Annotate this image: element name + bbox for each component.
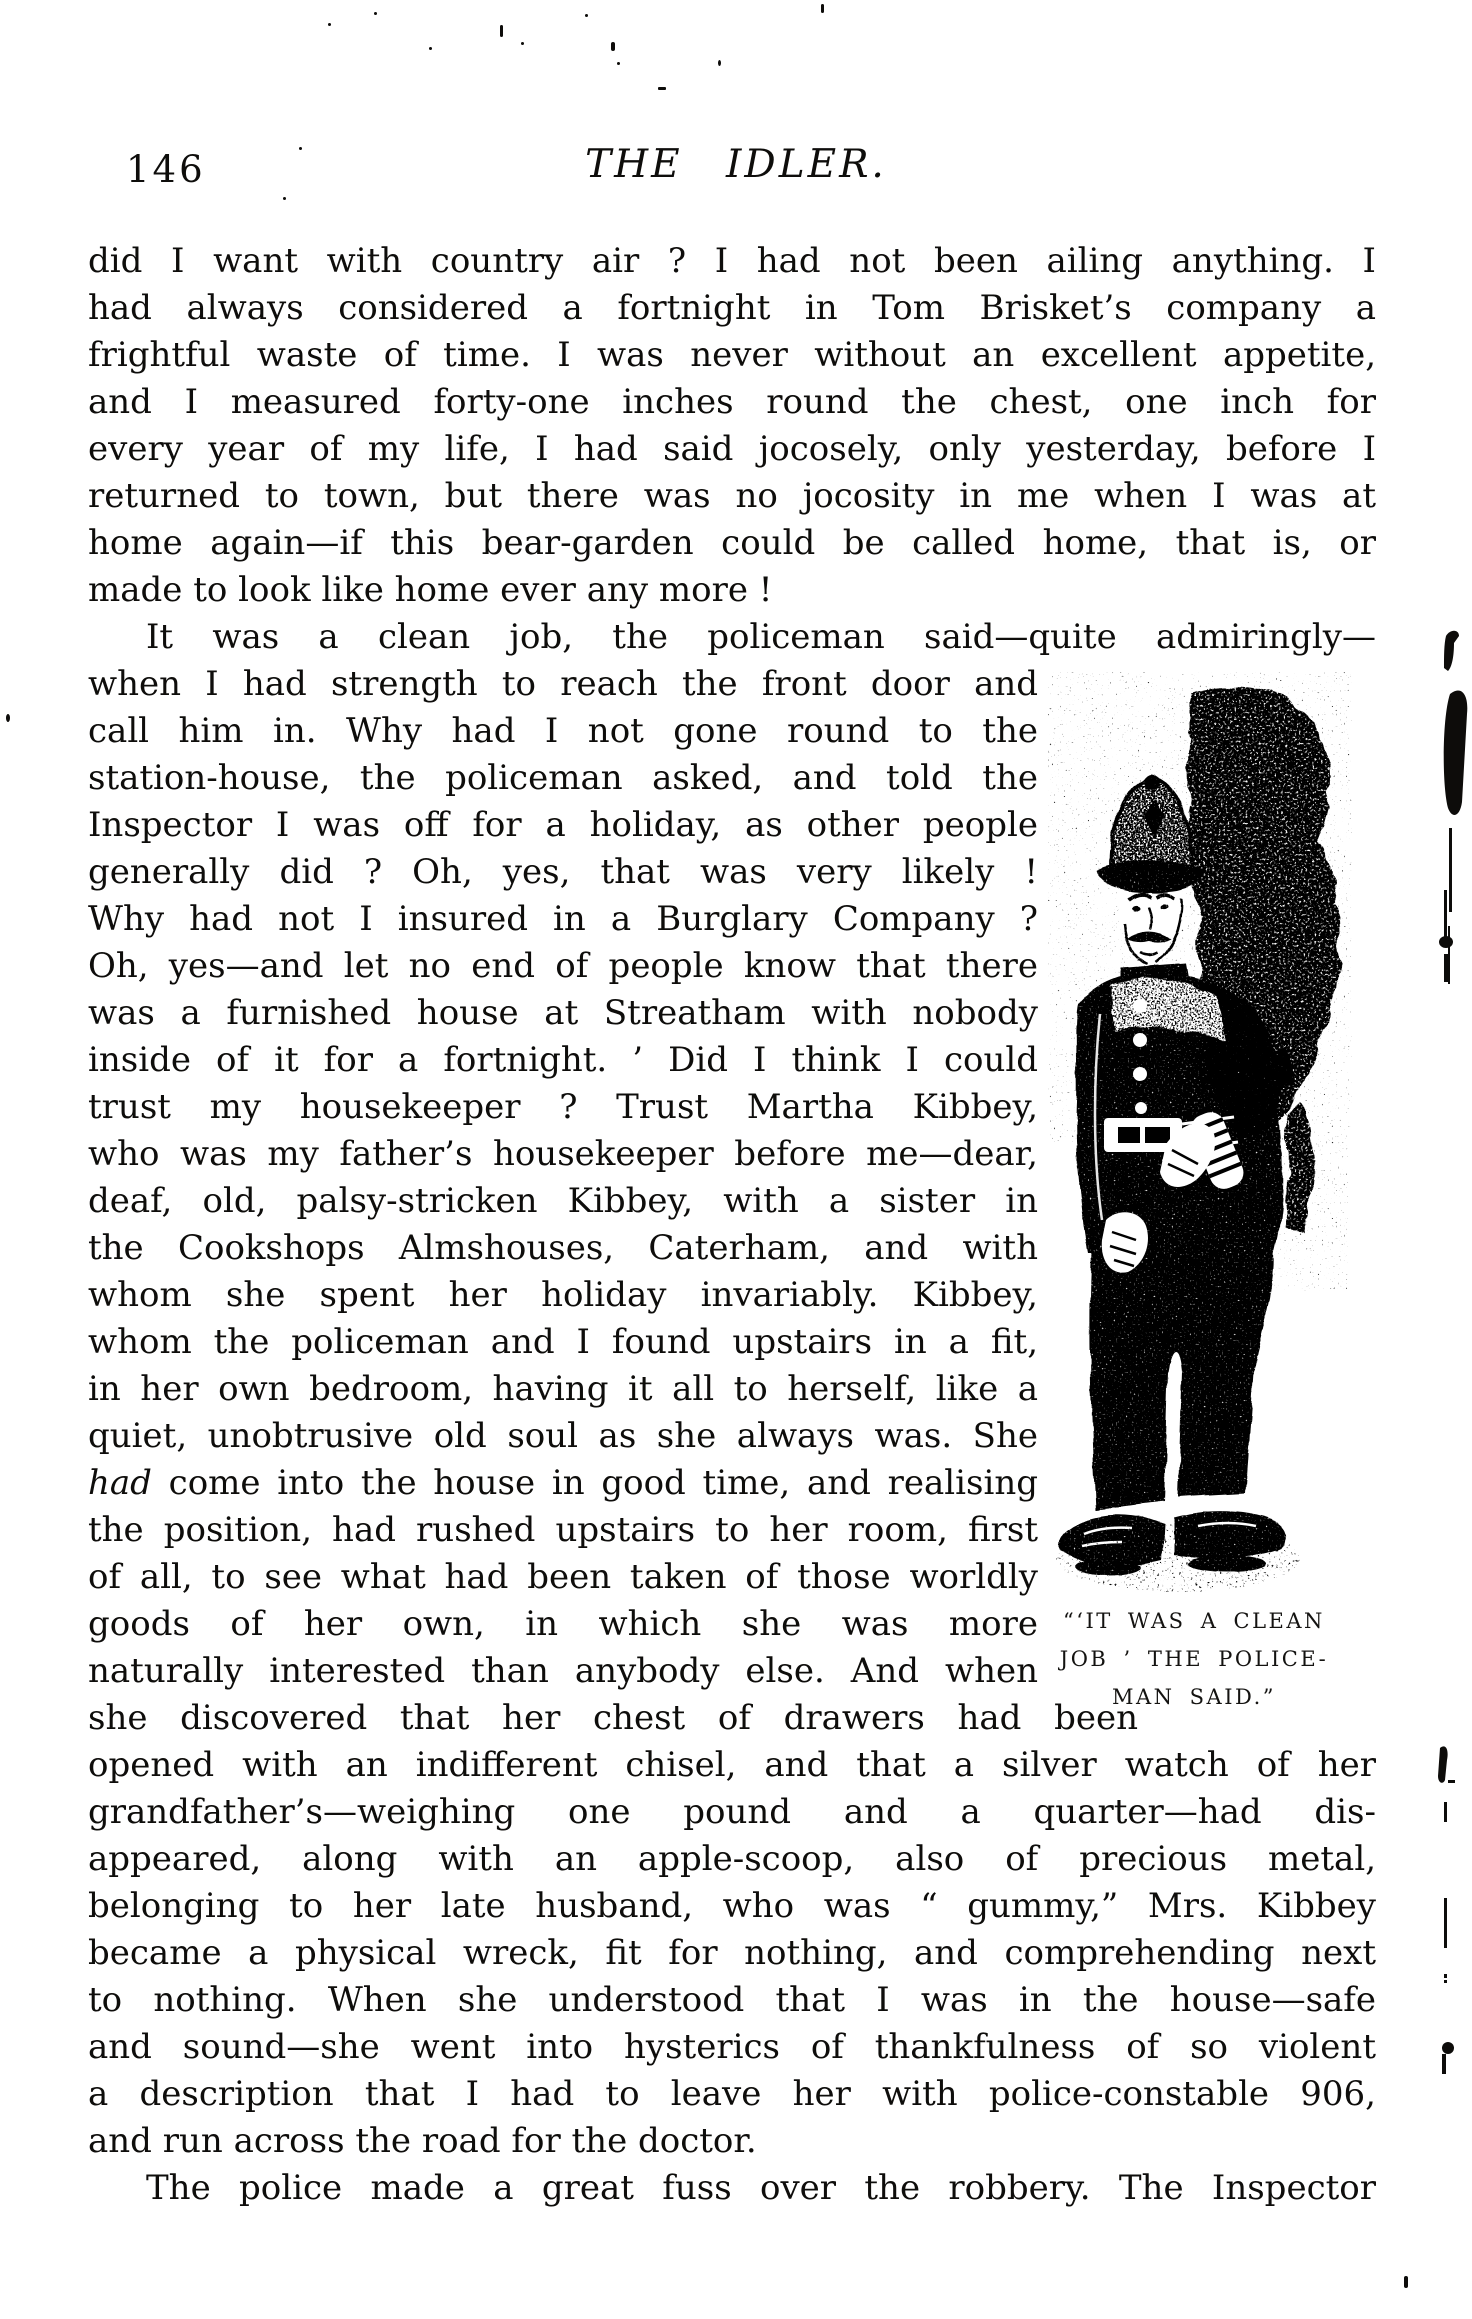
journal-title: THE IDLER. — [585, 142, 887, 187]
ink-speck — [429, 47, 432, 50]
text-line: to nothing. When she understood that I was in the house—safe — [88, 1980, 1376, 2020]
text-line: Why had not I insured in a Burglary Company ? — [88, 899, 1038, 939]
text-line: every year of my life, I had said jocosely, only yesterday, before I — [88, 429, 1376, 469]
ink-speck — [1404, 2276, 1408, 2288]
text-line: and run across the road for the doctor. — [88, 2121, 757, 2161]
illustration-caption — [1044, 1602, 1344, 1716]
text-line: Inspector I was off for a holiday, as other people — [88, 805, 1038, 845]
text-line: call him in. Why had I not gone round to the — [88, 711, 1038, 751]
text-line: The police made a great fuss over the robbery. The Inspector — [146, 2168, 1376, 2208]
text-line: naturally interested than anybody else. And when — [88, 1651, 1038, 1691]
italic-word: had — [88, 1463, 152, 1503]
ink-speck — [821, 4, 824, 13]
text-line: deaf, old, palsy-stricken Kibbey, with a sister in — [88, 1181, 1038, 1221]
text-line: made to look like home ever any more ! — [88, 570, 773, 610]
text-line: opened with an indifferent chisel, and that a silver watch of her — [88, 1745, 1376, 1785]
scan-artifact-strip — [1400, 590, 1472, 2110]
text-line: Oh, yes—and let no end of people know that there — [88, 946, 1038, 986]
text-line: of all, to see what had been taken of those worldly — [88, 1557, 1038, 1597]
ink-speck — [658, 87, 666, 90]
text-line: belonging to her late husband, who was “ gummy,” Mrs. Kibbey — [88, 1886, 1376, 1926]
text-line: returned to town, but there was no jocosity in me when I was at — [88, 476, 1376, 516]
text-line: whom the policeman and I found upstairs in a fit, — [88, 1322, 1038, 1362]
text-line: a description that I had to leave her with police-constable 906, — [88, 2074, 1376, 2114]
caption-line: “‘IT WAS A CLEAN — [1063, 1609, 1325, 1633]
text-line: inside of it for a fortnight. ’ Did I think I could — [88, 1040, 1038, 1080]
ink-speck — [500, 25, 503, 37]
ink-speck — [328, 23, 331, 26]
text-line: It was a clean job, the policeman said—quite admiringly— — [146, 617, 1376, 657]
text-line: station-house, the policeman asked, and told the — [88, 758, 1038, 798]
ink-speck — [374, 12, 377, 15]
text-line: was a furnished house at Streatham with nobody — [88, 993, 1038, 1033]
caption-line: MAN SAID.” — [1111, 1685, 1277, 1709]
text-line — [88, 1460, 1038, 1507]
text-line: and sound—she went into hysterics of thankfulness of so violent — [88, 2027, 1376, 2067]
ink-speck — [585, 14, 588, 17]
text-line: frightful waste of time. I was never without an excellent appetite, — [88, 335, 1376, 375]
ink-speck — [299, 147, 302, 150]
text-line: in her own bedroom, having it all to herself, like a — [88, 1369, 1038, 1409]
text-line: the position, had rushed upstairs to her room, first — [88, 1510, 1038, 1550]
text-line: she discovered that her chest of drawers had been — [88, 1698, 1138, 1738]
text-line: goods of her own, in which she was more — [88, 1604, 1038, 1644]
page-number: 146 — [126, 148, 206, 191]
text-line: grandfather’s—weighing one pound and a quarter—had dis- — [88, 1792, 1376, 1832]
text-line: generally did ? Oh, yes, that was very likely ! — [88, 852, 1038, 892]
ink-speck — [617, 62, 620, 65]
text-line: who was my father’s housekeeper before me—dear, — [88, 1134, 1038, 1174]
text-line: became a physical wreck, fit for nothing, and comprehending next — [88, 1933, 1376, 1973]
text-line: when I had strength to reach the front door and — [88, 664, 1038, 704]
ink-speck — [718, 60, 721, 66]
text-line: and I measured forty-one inches round the chest, one inch for — [88, 382, 1376, 422]
text-line: the Cookshops Almshouses, Caterham, and with — [88, 1228, 1038, 1268]
text-line: appeared, along with an apple-scoop, also of precious metal, — [88, 1839, 1376, 1879]
ground-shadow — [1056, 1524, 1300, 1592]
ink-speck — [521, 42, 524, 45]
text-line: quiet, unobtrusive old soul as she always was. She — [88, 1416, 1038, 1456]
text-line: did I want with country air ? I had not been ailing anything. I — [88, 241, 1376, 281]
caption-line: JOB ’ THE POLICE- — [1059, 1647, 1329, 1671]
ink-speck — [6, 714, 10, 722]
ink-speck — [283, 197, 286, 200]
text-line: whom she spent her holiday invariably. Kibbey, — [88, 1275, 1038, 1315]
text-line: home again—if this bear-garden could be called home, that is, or — [88, 523, 1376, 563]
policeman-illustration — [1048, 672, 1352, 1600]
ink-speck — [611, 42, 615, 51]
text-line-rest: come into the house in good time, and realising — [151, 1463, 1038, 1503]
text-line: trust my housekeeper ? Trust Martha Kibbey, — [88, 1087, 1038, 1127]
text-line: had always considered a fortnight in Tom Brisket’s company a — [88, 288, 1376, 328]
